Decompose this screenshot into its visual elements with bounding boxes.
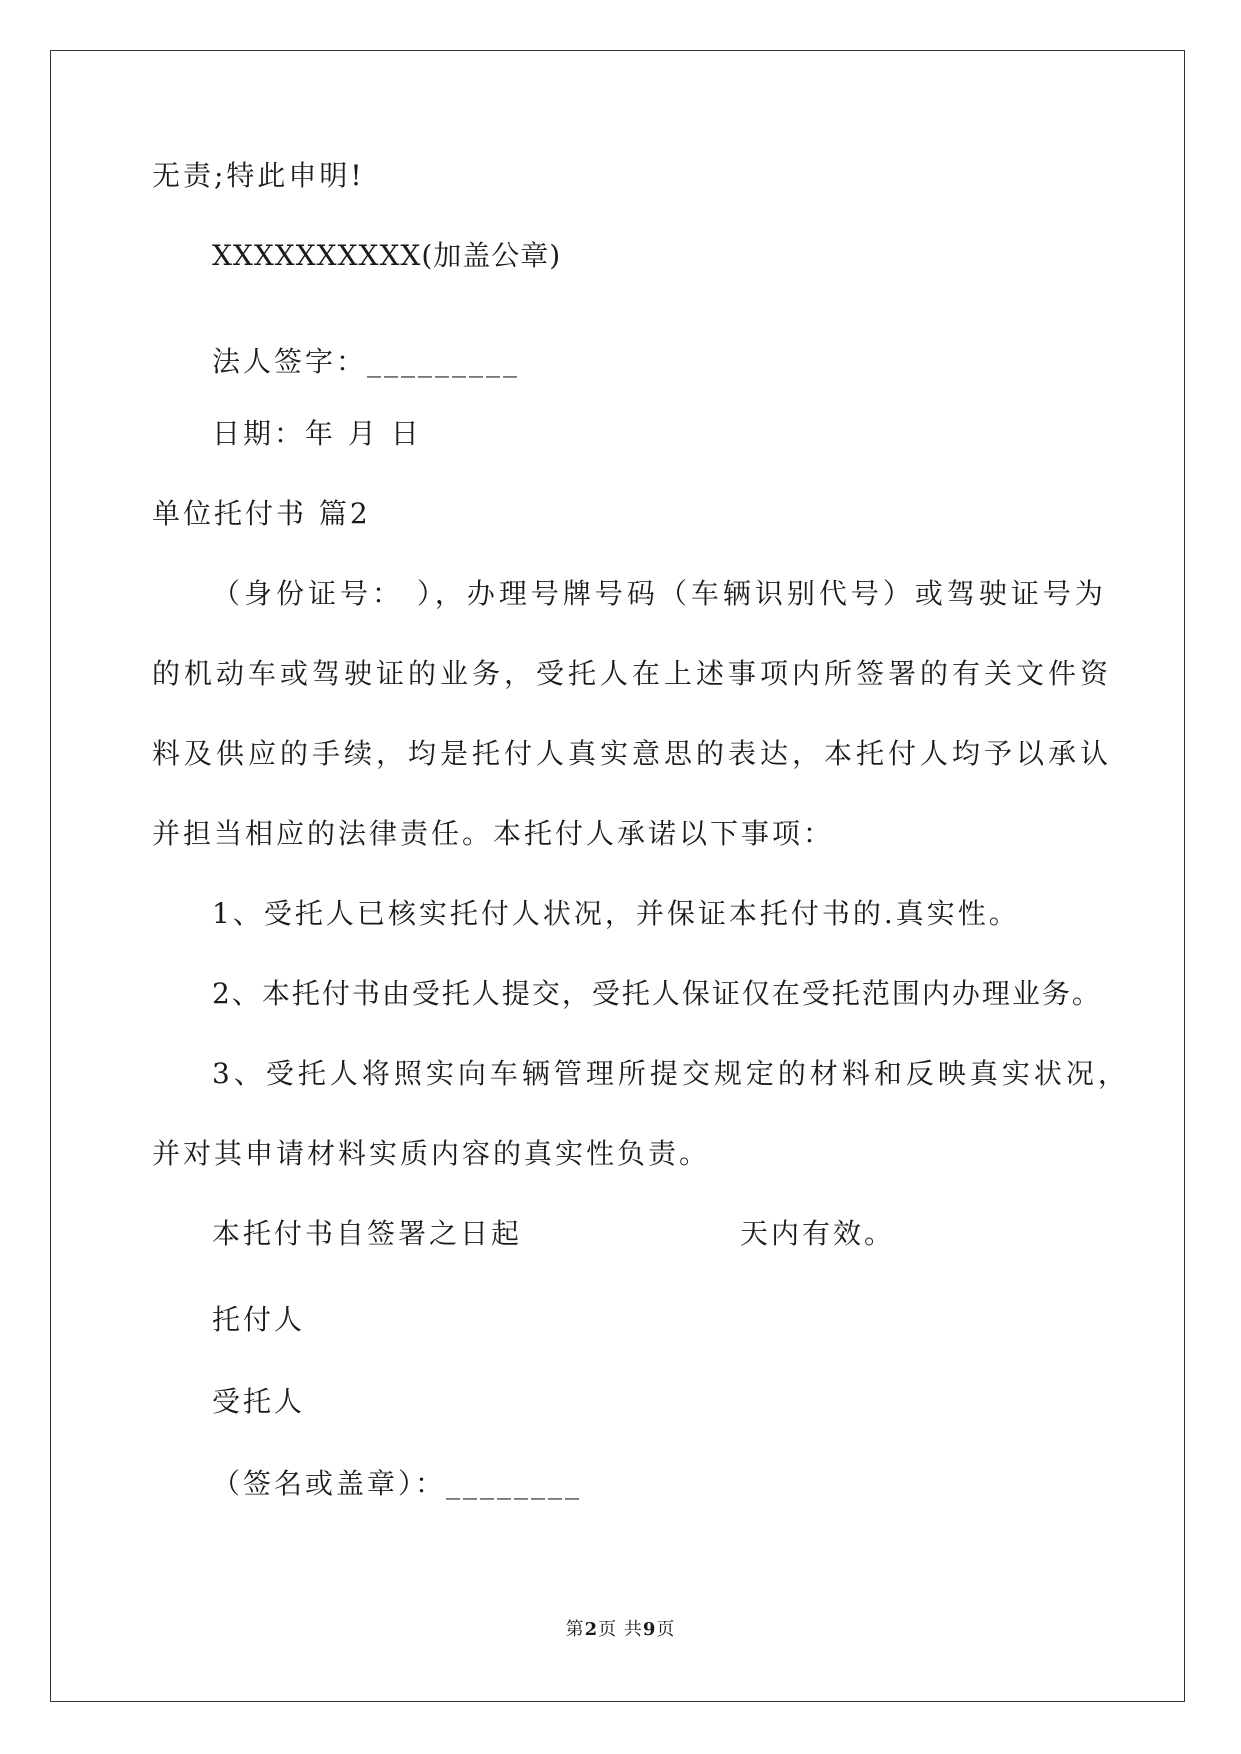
section-heading: 单位托付书 篇2 (152, 497, 371, 530)
paragraph-line: （身份证号： ），办理号牌号码（车辆识别代号）或驾驶证号为 (212, 577, 1107, 610)
current-page-number: 2 (584, 1619, 599, 1640)
total-page-number: 9 (642, 1619, 657, 1640)
date-line: 日期：年 月 日 (212, 417, 422, 450)
page-footer (0, 1618, 1241, 1642)
agent-label: 受托人 (212, 1385, 306, 1418)
paragraph-line: 的机动车或驾驶证的业务，受托人在上述事项内所签署的有关文件资 (152, 657, 1113, 690)
footer-mid: 页 共 (598, 1619, 643, 1640)
paragraph-line: 并担当相应的法律责任。本托付人承诺以下事项： (152, 817, 835, 850)
paragraph-line: 料及供应的手续，均是托付人真实意思的表达，本托付人均予以承认 (152, 737, 1113, 770)
principal-label: 托付人 (212, 1303, 306, 1336)
validity-line-end: 天内有效。 (740, 1217, 896, 1250)
company-seal-line: XXXXXXXXXX(加盖公章) (212, 239, 562, 272)
legal-person-signature-line: 法人签字：_________ (212, 345, 521, 378)
footer-prefix: 第 (565, 1619, 585, 1640)
paragraph-line: 并对其申请材料实质内容的真实性负责。 (152, 1137, 711, 1170)
footer-suffix: 页 (656, 1619, 676, 1640)
commitment-item-1: 1、受托人已核实托付人状况，并保证本托付书的.真实性。 (212, 897, 1020, 930)
signature-line: （签名或盖章）：________ (212, 1467, 583, 1500)
text-line: 无责;特此申明! (152, 159, 365, 192)
validity-line-start: 本托付书自签署之日起 (212, 1217, 523, 1250)
commitment-item-3: 3、受托人将照实向车辆管理所提交规定的材料和反映真实状况， (212, 1057, 1130, 1090)
page-border (50, 50, 1185, 1702)
commitment-item-2: 2、本托付书由受托人提交，受托人保证仅在受托范围内办理业务。 (212, 977, 1102, 1010)
